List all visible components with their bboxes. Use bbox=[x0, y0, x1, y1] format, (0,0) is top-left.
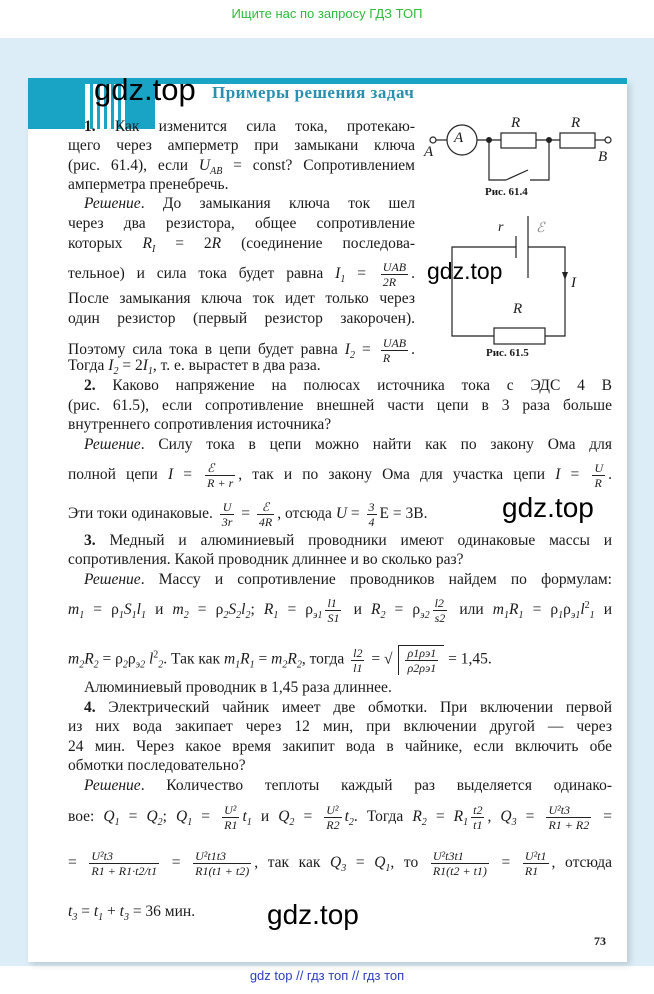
fraction bbox=[222, 803, 239, 832]
subscript: 3 bbox=[341, 863, 347, 875]
math-symbol: I bbox=[167, 466, 174, 484]
subscript: 3 bbox=[72, 912, 78, 923]
numerator: ℰ bbox=[205, 461, 235, 476]
subscript: 2 bbox=[421, 817, 427, 829]
math-symbol: R bbox=[142, 235, 152, 252]
subscript: 1 bbox=[131, 610, 137, 622]
math-symbol: I bbox=[344, 341, 350, 359]
text-run: один резистор (первый резистор закорочен). bbox=[68, 310, 415, 327]
math-symbol: S bbox=[123, 601, 132, 619]
text-line bbox=[68, 738, 612, 756]
text-run: После замыкания ключа ток идет только через bbox=[68, 290, 415, 307]
subscript: 2 bbox=[183, 610, 189, 622]
denominator: S1 bbox=[327, 611, 340, 625]
text-run: Медный и алюминиевый проводники имеют одинаковые массы и bbox=[95, 532, 612, 549]
subscript: э1 bbox=[313, 610, 323, 622]
text-run: = ρ bbox=[523, 601, 559, 619]
text-run: , так и по закону Ома для участка цепи bbox=[238, 466, 556, 484]
text-line bbox=[68, 596, 612, 625]
math-symbol: Q bbox=[374, 854, 386, 872]
subscript: 1 bbox=[140, 610, 146, 622]
math-symbol: I bbox=[142, 357, 148, 374]
numerator: 3 bbox=[368, 500, 375, 514]
denominator: s2 bbox=[434, 611, 446, 625]
problem-number: 1. bbox=[84, 118, 96, 135]
text-run: , тогда bbox=[301, 650, 349, 668]
text-line bbox=[68, 397, 612, 415]
subscript: 2 bbox=[157, 817, 163, 829]
math-symbol: R bbox=[211, 235, 222, 252]
text-run: = 1,45. bbox=[444, 650, 492, 668]
math-symbol: Q bbox=[278, 808, 290, 826]
watermark: gdz.top bbox=[267, 899, 359, 930]
text-run: и bbox=[251, 808, 279, 826]
math-symbol: l bbox=[580, 601, 585, 619]
fraction bbox=[592, 461, 605, 490]
math-symbol: R bbox=[240, 650, 250, 668]
text-line bbox=[68, 290, 415, 308]
internal-resistance-label: r bbox=[498, 220, 504, 235]
subscript: 1 bbox=[340, 274, 346, 286]
subscript: 2 bbox=[158, 659, 164, 671]
search-hint-banner: Ищите нас по запросу ГДЗ ТОП bbox=[231, 6, 423, 21]
text-run: = bbox=[345, 265, 378, 283]
denominator: t1 bbox=[473, 818, 483, 832]
denominator: R1(t2 + t1) bbox=[432, 864, 487, 878]
text-run: полной цепи bbox=[68, 466, 168, 484]
text-run: , так как bbox=[254, 854, 331, 872]
math-symbol: Q bbox=[103, 808, 115, 826]
fraction bbox=[381, 260, 408, 289]
problem-number: 3. bbox=[84, 532, 96, 549]
math-symbol: R bbox=[263, 601, 274, 619]
text-run: и bbox=[594, 601, 613, 619]
text-run: . Силу тока в цепи можно найти как по закону Ома для bbox=[140, 436, 612, 453]
denominator: R bbox=[382, 351, 391, 365]
text-run: Электрический чайник имеет две обмотки. При включении первой bbox=[95, 699, 612, 716]
text-run: = bbox=[173, 466, 203, 484]
denominator: R1 bbox=[224, 818, 238, 832]
math-symbol: m bbox=[271, 650, 283, 668]
math-symbol: I bbox=[335, 265, 341, 283]
math-symbol: Решение bbox=[84, 436, 141, 453]
subscript: 3 bbox=[123, 912, 129, 923]
subscript: 1 bbox=[147, 366, 153, 377]
denominator: R1 + R2 bbox=[548, 818, 590, 832]
subscript: 2 bbox=[113, 366, 119, 377]
problem-number: 4. bbox=[84, 699, 96, 716]
text-run: амперметра пренебречь. bbox=[68, 176, 229, 193]
text-line bbox=[84, 777, 612, 795]
subscript: 1 bbox=[118, 610, 124, 622]
watermark: gdz.top bbox=[427, 258, 503, 284]
header-block bbox=[28, 78, 85, 129]
text-run: Поэтому сила тока в цепи будет равна bbox=[68, 341, 345, 359]
text-line bbox=[84, 118, 415, 136]
text-run: = bbox=[77, 903, 94, 920]
text-line bbox=[84, 532, 612, 550]
text-line bbox=[84, 571, 612, 589]
text-run: = ρ bbox=[98, 650, 123, 668]
text-run: ; bbox=[250, 601, 264, 619]
text-line bbox=[68, 803, 612, 832]
text-run: . Так как bbox=[163, 650, 224, 668]
fraction bbox=[220, 500, 235, 529]
math-symbol: R bbox=[370, 601, 381, 619]
text-line bbox=[84, 699, 612, 717]
text-run: Как изменится сила тока, протекаю- bbox=[95, 118, 415, 135]
text-run: . Массу и сопротивление проводников найдем по формулам: bbox=[140, 571, 612, 588]
text-run: (рис. 61.4), если bbox=[68, 157, 199, 174]
denominator: R1 bbox=[524, 864, 539, 878]
text-run: = bbox=[367, 650, 384, 668]
subscript: 2 bbox=[223, 610, 229, 622]
figure-caption: Рис. 61.5 bbox=[486, 347, 529, 359]
text-run: = bbox=[346, 854, 375, 872]
subscript: 1 bbox=[504, 610, 509, 622]
text-line bbox=[84, 436, 612, 454]
text-run: , т. е. вырастет в два раза. bbox=[152, 357, 321, 374]
subscript: 2 bbox=[79, 659, 85, 671]
denominator: R1 + R1·t2/t1 bbox=[91, 864, 158, 878]
subscript: 1 bbox=[114, 817, 120, 829]
math-symbol: t bbox=[119, 903, 124, 920]
fraction bbox=[193, 849, 251, 878]
text-run: = const? Сопротивлением bbox=[222, 157, 415, 174]
text-run: , отсюда bbox=[551, 854, 612, 872]
subscript: 2 bbox=[296, 659, 302, 671]
emf-label: ℰ bbox=[536, 221, 545, 236]
section-title: Примеры решения задач bbox=[212, 83, 415, 102]
text-run: = bbox=[254, 650, 272, 668]
subscript: 2 bbox=[289, 817, 295, 829]
numerator: U² bbox=[324, 803, 341, 818]
superscript: 2 bbox=[153, 649, 159, 661]
problem-number: 2. bbox=[84, 377, 96, 394]
resistor-label: R bbox=[571, 115, 581, 131]
subscript: э2 bbox=[135, 659, 146, 671]
math-symbol: I bbox=[555, 466, 561, 484]
math-symbol: Решение bbox=[84, 571, 141, 588]
math-symbol: R bbox=[509, 601, 519, 619]
text-run: ; bbox=[162, 808, 177, 826]
text-run: внутреннего сопротивления источника? bbox=[68, 416, 332, 433]
text-run: . bbox=[411, 265, 415, 283]
subscript: э2 bbox=[420, 610, 430, 622]
numerator: ρ1ρэ1 bbox=[407, 646, 437, 660]
math-symbol: t bbox=[68, 903, 73, 920]
fraction bbox=[367, 500, 377, 529]
numerator: ℰ bbox=[257, 500, 274, 515]
math-symbol: U bbox=[198, 157, 211, 174]
text-run: = ρ bbox=[84, 601, 119, 619]
text-line bbox=[68, 416, 612, 434]
subscript: 1 bbox=[249, 659, 255, 671]
denominator: R2 bbox=[326, 818, 340, 832]
numerator: U²t1t3 bbox=[193, 849, 251, 864]
superscript: 2 bbox=[584, 600, 590, 612]
text-run: = ρ bbox=[278, 601, 314, 619]
math-symbol: m bbox=[68, 601, 80, 619]
text-run: которых bbox=[68, 235, 143, 252]
denominator: 4 bbox=[368, 515, 375, 529]
fraction bbox=[431, 849, 489, 878]
text-run: вое: bbox=[68, 808, 104, 826]
text-run: , отсюда bbox=[277, 505, 336, 523]
denominator: 3r bbox=[221, 515, 233, 529]
subscript: 1 bbox=[246, 817, 252, 829]
fraction bbox=[325, 596, 341, 625]
subscript: 2 bbox=[380, 610, 386, 622]
fraction bbox=[405, 646, 438, 675]
numerator: l2 bbox=[353, 645, 363, 660]
subscript: 1 bbox=[463, 817, 469, 829]
terminal-b-label: B bbox=[598, 149, 608, 165]
numerator: l1 bbox=[325, 596, 341, 611]
math-symbol: I bbox=[108, 357, 114, 374]
text-run: = 2 bbox=[118, 357, 143, 374]
math-symbol: m bbox=[223, 650, 236, 668]
text-run: и bbox=[145, 601, 173, 619]
ammeter-label: A bbox=[454, 130, 464, 146]
text-line bbox=[84, 377, 612, 395]
text-run: и bbox=[344, 601, 371, 619]
numerator: U bbox=[220, 500, 235, 515]
text-line bbox=[84, 195, 415, 213]
math-symbol: t bbox=[242, 808, 247, 826]
subscript: 1 bbox=[558, 610, 564, 622]
text-run: , bbox=[487, 808, 501, 826]
denominator: R1(t1 + t2) bbox=[195, 864, 250, 878]
text-line bbox=[68, 551, 612, 569]
text-run: . bbox=[411, 341, 416, 359]
fraction bbox=[205, 461, 235, 490]
subscript: 2 bbox=[93, 659, 99, 671]
text-line bbox=[84, 679, 612, 697]
footer-links[interactable]: gdz top // гдз топ // гдз топ bbox=[249, 968, 405, 983]
subscript: 3 bbox=[511, 817, 517, 829]
subscript: э1 bbox=[570, 610, 581, 622]
text-run: сопротивления. Какой проводник длиннее и во сколько раз? bbox=[68, 551, 464, 568]
text-run: = bbox=[237, 505, 254, 523]
text-run: E = 3В. bbox=[379, 505, 428, 523]
text-line bbox=[68, 718, 612, 736]
numerator: UAB bbox=[382, 260, 407, 274]
math-symbol: Решение bbox=[84, 777, 141, 794]
radical-sign: √ bbox=[383, 650, 393, 668]
numerator: U bbox=[594, 461, 604, 475]
denominator: 4R bbox=[258, 515, 273, 529]
text-run: = bbox=[68, 854, 87, 872]
resistor-label: R bbox=[513, 301, 523, 317]
text-run: Тогда bbox=[68, 357, 109, 374]
denominator: R bbox=[594, 476, 602, 490]
numerator: U²t3t1 bbox=[431, 849, 489, 864]
text-run: . Количество теплоты каждый раз выделяется одинако- bbox=[140, 777, 612, 794]
text-line bbox=[68, 176, 415, 194]
text-run: = bbox=[426, 808, 454, 826]
fraction bbox=[546, 803, 591, 832]
text-line bbox=[68, 310, 415, 328]
denominator: ρ2ρэ1 bbox=[407, 661, 437, 675]
numerator: UAB bbox=[382, 336, 407, 350]
math-symbol: m bbox=[492, 601, 504, 619]
math-symbol: U bbox=[335, 505, 348, 523]
numerator: U²t3 bbox=[546, 803, 591, 818]
subscript: 1 bbox=[79, 610, 85, 622]
figure-caption: Рис. 61.4 bbox=[485, 186, 528, 198]
text-run: через два резистора, общее сопротивление bbox=[68, 215, 415, 232]
text-run: = 2 bbox=[155, 235, 212, 252]
text-run: Алюминиевый проводник в 1,45 раза длиннее. bbox=[84, 679, 392, 696]
numerator: U²t1 bbox=[524, 849, 547, 863]
subscript: 2 bbox=[349, 350, 355, 362]
text-run: . До замыкания ключа ток шел bbox=[140, 195, 415, 212]
text-run: щего через амперметр при замыкани ключа bbox=[68, 137, 415, 154]
text-run: = bbox=[594, 808, 613, 826]
text-run: = bbox=[516, 808, 544, 826]
subscript: 1 bbox=[385, 863, 391, 875]
text-run: = bbox=[119, 808, 147, 826]
current-label: I bbox=[571, 275, 576, 291]
text-run: ρ bbox=[563, 601, 571, 619]
math-symbol: Решение bbox=[84, 195, 141, 212]
math-symbol: m bbox=[68, 650, 80, 668]
subscript: 2 bbox=[236, 610, 242, 622]
fraction bbox=[471, 803, 484, 832]
text-run: = bbox=[192, 808, 220, 826]
text-run: тельное) и сила тока будет равна bbox=[68, 265, 336, 283]
text-run: (соединение последова- bbox=[221, 235, 415, 252]
math-symbol: Q bbox=[146, 808, 158, 826]
page-number: 73 bbox=[594, 934, 606, 948]
text-line bbox=[68, 235, 415, 259]
math-symbol: l bbox=[145, 650, 154, 668]
fraction bbox=[351, 646, 364, 675]
terminal-a-label: A bbox=[424, 144, 434, 160]
watermark: gdz.top bbox=[502, 492, 594, 523]
math-symbol: R bbox=[287, 650, 297, 668]
text-run: (рис. 61.5), если сопротивление внешней части цепи в 3 раза больше bbox=[68, 397, 612, 414]
text-run: Эти токи одинаковые. bbox=[68, 505, 217, 523]
text-run: , то bbox=[390, 854, 428, 872]
text-run: или bbox=[450, 601, 493, 619]
subscript: AB bbox=[210, 166, 223, 177]
fraction bbox=[433, 596, 448, 625]
subscript: 2 bbox=[122, 659, 128, 671]
text-line bbox=[68, 461, 612, 490]
text-run: 24 мин. Через какое время закипит вода в чайнике, если включить обе bbox=[68, 738, 612, 755]
text-line bbox=[68, 849, 612, 878]
math-symbol: m bbox=[172, 601, 184, 619]
denominator: l1 bbox=[353, 660, 363, 675]
math-symbol: Q bbox=[176, 808, 188, 826]
subscript: 1 bbox=[273, 610, 279, 622]
text-line bbox=[68, 757, 612, 775]
text-run: = ρ bbox=[385, 601, 421, 619]
text-run: . bbox=[608, 466, 612, 484]
numerator: l2 bbox=[433, 596, 448, 611]
subscript: 1 bbox=[518, 610, 524, 622]
math-symbol: t bbox=[344, 808, 349, 826]
math-symbol: R bbox=[84, 650, 94, 668]
math-symbol: R bbox=[453, 808, 464, 826]
text-run: обмотки последовательно? bbox=[68, 757, 246, 774]
text-run: = bbox=[491, 854, 520, 872]
fraction bbox=[523, 849, 549, 878]
math-symbol: S bbox=[228, 601, 237, 619]
numerator: U² bbox=[222, 803, 239, 818]
subscript: 2 bbox=[245, 610, 251, 622]
subscript: 1 bbox=[235, 659, 241, 671]
text-line bbox=[68, 215, 415, 233]
math-symbol: R bbox=[412, 808, 422, 826]
text-line bbox=[68, 260, 415, 289]
denominator: R + r bbox=[207, 476, 234, 490]
text-run: . Тогда bbox=[353, 808, 413, 826]
fraction bbox=[324, 803, 341, 832]
text-line bbox=[68, 137, 415, 155]
fraction bbox=[257, 500, 274, 529]
subscript: 1 bbox=[589, 610, 595, 622]
text-run: ρ bbox=[127, 650, 136, 668]
text-run: = bbox=[347, 505, 364, 523]
subscript: 2 bbox=[348, 817, 354, 829]
text-run: = bbox=[162, 854, 191, 872]
text-run: = ρ bbox=[188, 601, 224, 619]
math-symbol: Q bbox=[500, 808, 512, 826]
text-run: = bbox=[354, 341, 378, 359]
math-symbol: t bbox=[93, 903, 99, 920]
math-symbol: l bbox=[241, 601, 246, 619]
text-line bbox=[68, 645, 612, 675]
subscript: 2 bbox=[282, 659, 288, 671]
numerator: t2 bbox=[473, 803, 483, 817]
text-run: из них вода закипает через 12 мин, при включении другой — через bbox=[68, 718, 612, 735]
denominator: 2R bbox=[382, 275, 397, 289]
text-run: = 36 мин. bbox=[128, 903, 196, 920]
math-symbol: l bbox=[136, 601, 141, 619]
watermark: gdz.top bbox=[94, 72, 196, 107]
resistor-label: R bbox=[511, 115, 521, 131]
math-symbol: Q bbox=[330, 854, 342, 872]
square-root bbox=[398, 645, 444, 675]
subscript: I bbox=[151, 244, 156, 255]
text-run: + bbox=[103, 903, 120, 920]
subscript: 1 bbox=[98, 912, 104, 923]
text-run: = bbox=[294, 808, 322, 826]
subscript: 1 bbox=[187, 817, 193, 829]
text-run: Каково напряжение на полюсах источника тока с ЭДС 4 В bbox=[95, 377, 612, 394]
text-run: = bbox=[560, 466, 590, 484]
numerator: U²t3 bbox=[89, 849, 159, 864]
fraction bbox=[89, 849, 159, 878]
